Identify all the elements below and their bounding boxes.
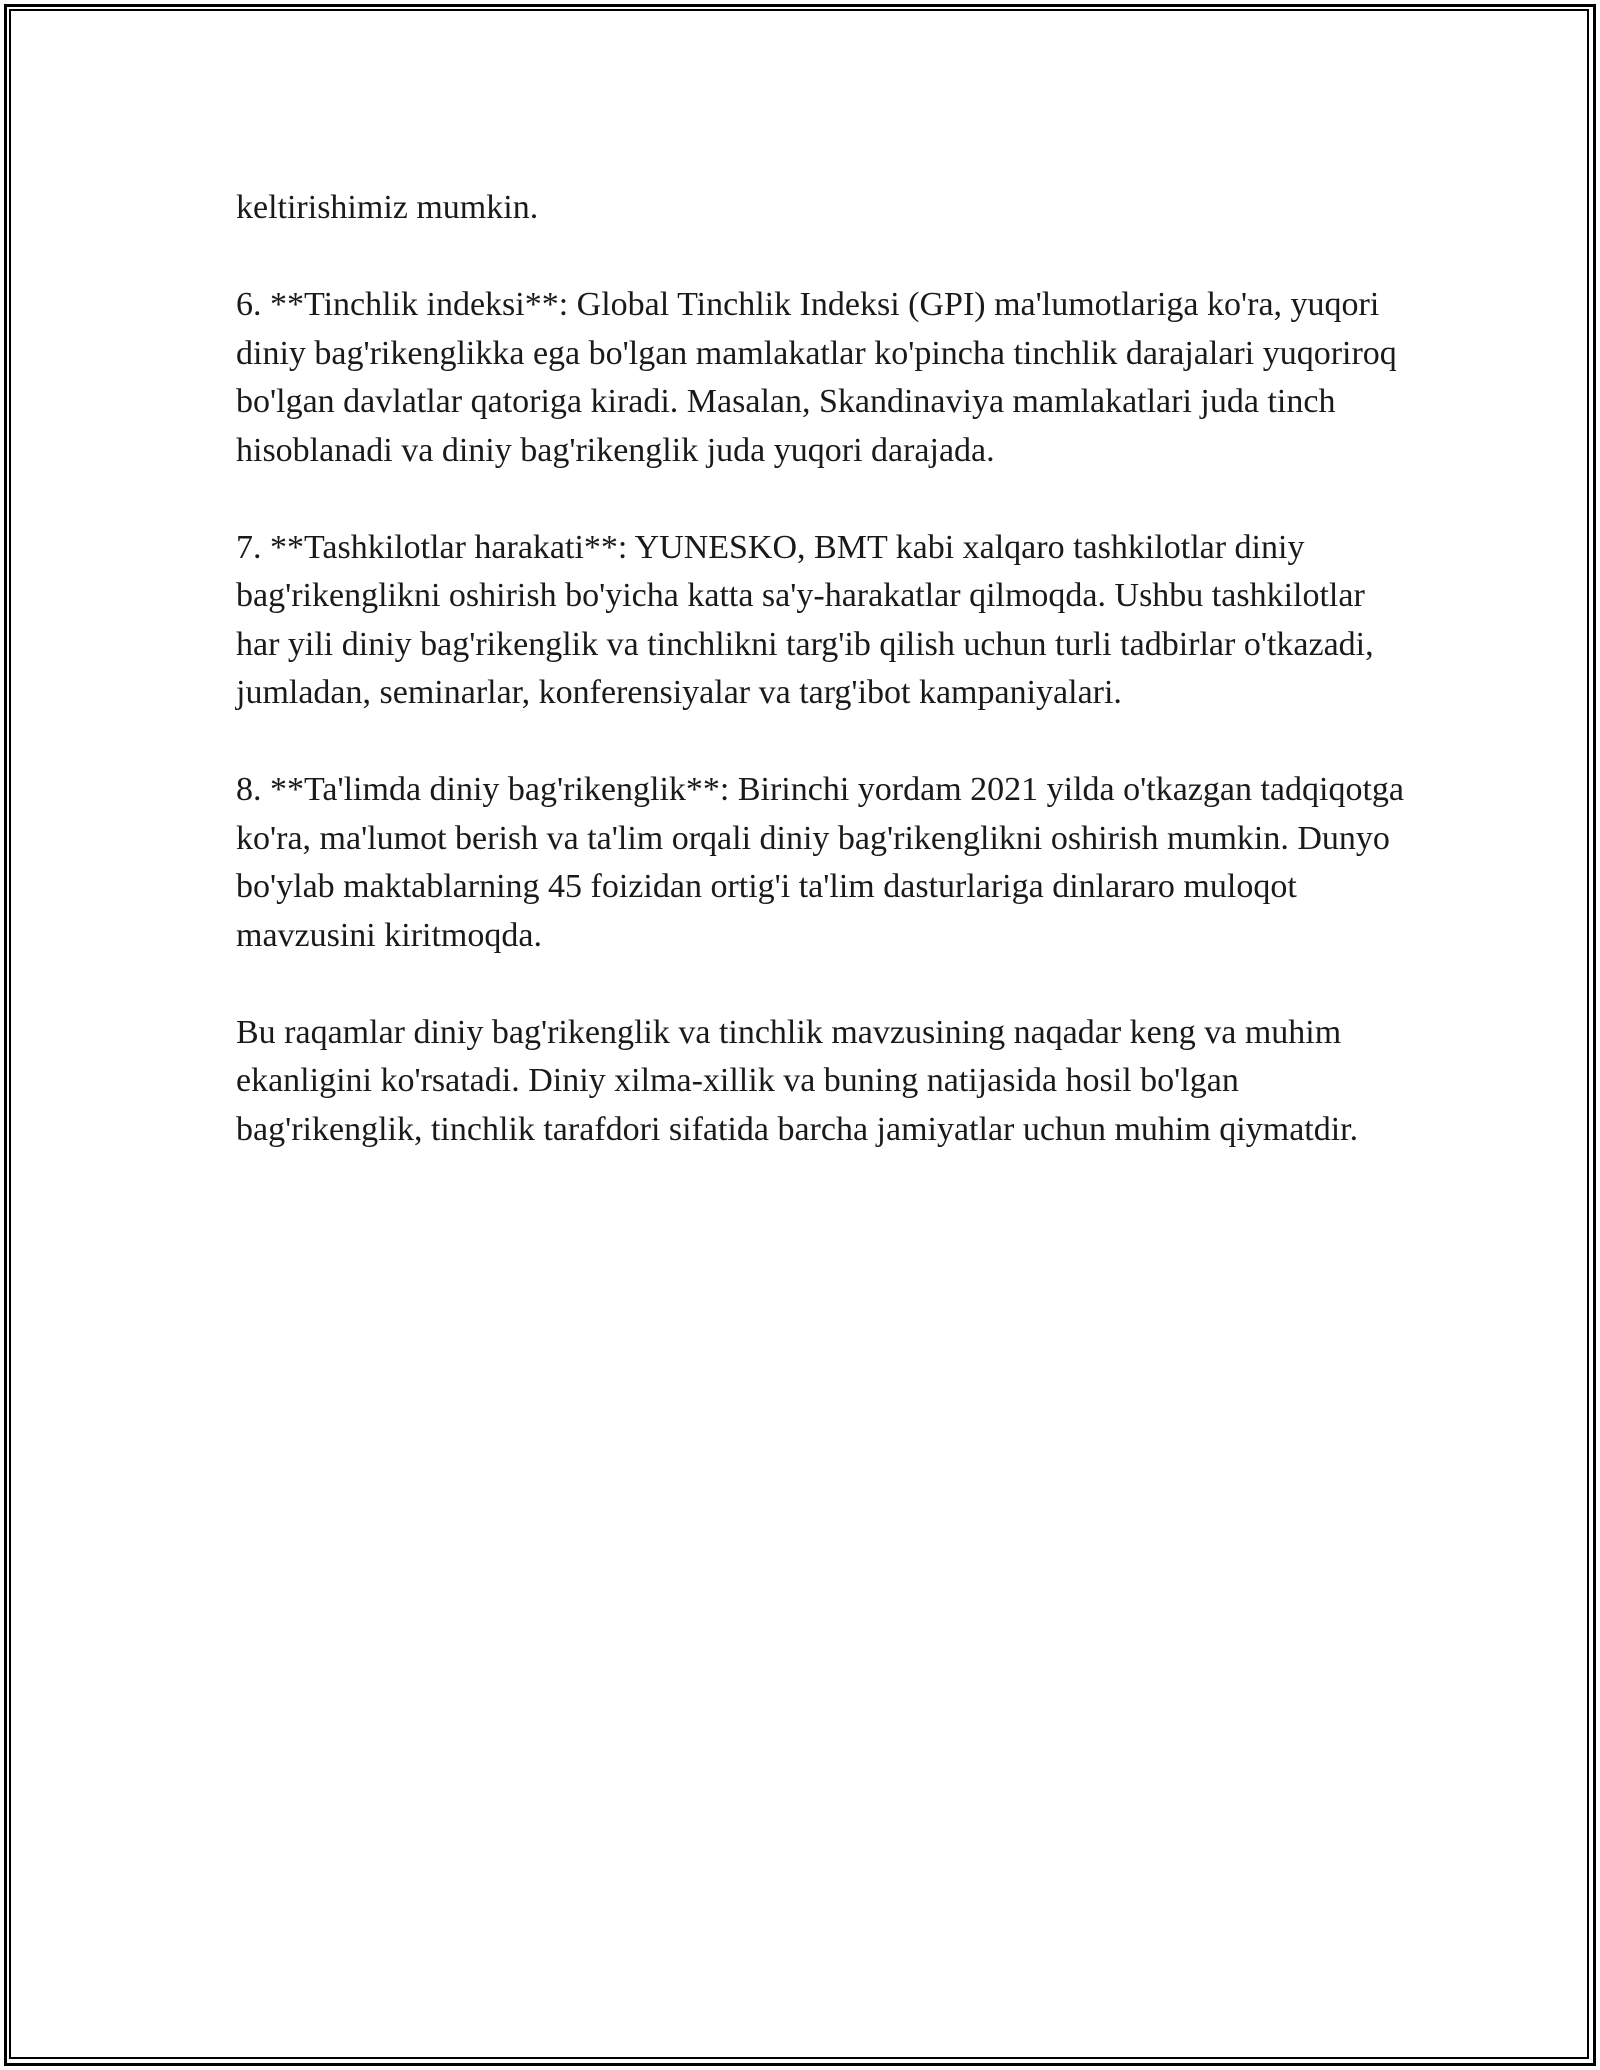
paragraph-item-7-organizations: 7. **Tashkilotlar harakati**: YUNESKO, BMT kabi xalqaro tashkilotlar diniy bag'rikenglikni oshirish bo'yicha katta sa'y-harakatlar qilmoqda. Ushbu tashkilotlar har yili diniy bag'rikenglik va tinchlikni targ'ib qilish uchun turli tadbirlar o'tkazadi, jumladan, seminarlar, konferensiyalar va targ'ibot kampaniyalari. xyxy=(236,528,1374,711)
document-body xyxy=(236,184,1416,1203)
paragraph-continuation: keltirishimiz mumkin. xyxy=(236,189,539,226)
paragraph-item-6-peace-index: 6. **Tinchlik indeksi**: Global Tinchlik Indeksi (GPI) ma'lumotlariga ko'ra, yuqori diniy bag'rikenglikka ega bo'lgan mamlakatlar ko'pincha tinchlik darajalari yuqoriroq bo'lgan davlatlar qatoriga kiradi. Masalan, Skandinaviya mamlakatlari juda tinch hisoblanadi va diniy bag'rikenglik juda yuqori darajada. xyxy=(236,286,1397,469)
paragraph-conclusion: Bu raqamlar diniy bag'rikenglik va tinchlik mavzusining naqadar keng va muhim ekanligini ko'rsatadi. Diniy xilma-xillik va buning natijasida hosil bo'lgan bag'rikenglik, tinchlik tarafdori sifatida barcha jamiyatlar uchun muhim qiymatdir. xyxy=(236,1013,1359,1148)
paragraph-item-8-education: 8. **Ta'limda diniy bag'rikenglik**: Birinchi yordam 2021 yilda o'tkazgan tadqiqotga ko'ra, ma'lumot berish va ta'lim orqali diniy bag'rikenglikni oshirish mumkin. Dunyo bo'ylab maktablarning 45 foizidan ortig'i ta'lim dasturlariga dinlararo muloqot mavzusini kiritmoqda. xyxy=(236,771,1404,954)
